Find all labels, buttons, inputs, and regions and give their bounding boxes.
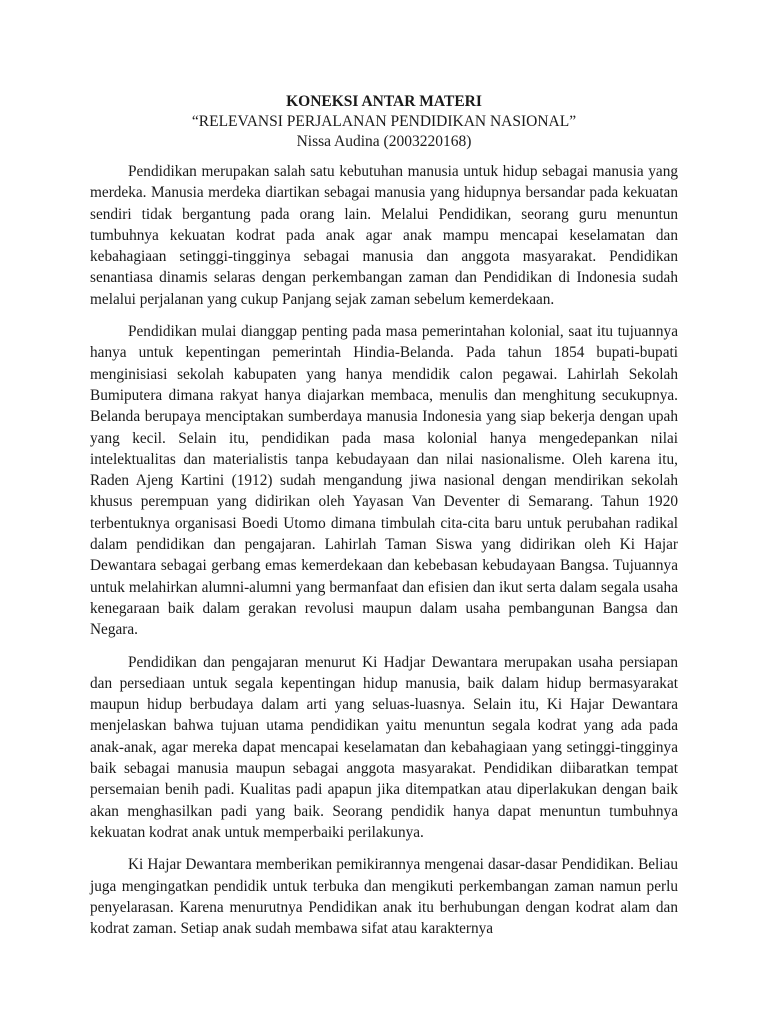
paragraph-2: Pendidikan mulai dianggap penting pada masa pemerintahan kolonial, saat itu tujuannya hanya untuk kepentingan pemerintah Hindia-Belanda. Pada tahun 1854 bupati-bupati menginisiasi sekolah kabupaten yang hanya mendidik calon pegawai. Lahirlah Sekolah Bumiputera dimana rakyat hanya diajarkan membaca, menulis dan menghitung secukupnya. Belanda berupaya menciptakan sumberdaya manusia Indonesia yang siap bekerja dengan upah yang kecil. Selain itu, pendidikan pada masa kolonial hanya mengedepankan nilai intelektualitas dan materialistis tanpa kebudayaan dan nilai nasionalisme. Oleh karena itu, Raden Ajeng Kartini (1912) sudah mengandung jiwa nasional dengan mendirikan sekolah khusus perempuan yang didirikan oleh Yayasan Van Deventer di Semarang. Tahun 1920 terbentuknya organisasi Boedi Utomo dimana timbulah cita-cita baru untuk perubahan radikal dalam pendidikan dan pengajaran. Lahirlah Taman Siswa yang didirikan oleh Ki Hajar Dewantara sebagai gerbang emas kemerdekaan dan kebebasan kebudayaan Bangsa. Tujuannya untuk melahirkan alumni-alumni yang bermanfaat dan efisien dan ikut serta dalam segala usaha kenegaraan baik dalam gerakan revolusi maupun dalam usaha pembangunan Bangsa dan Negara.: [90, 323, 678, 639]
document-author: Nissa Audina (2003220168): [296, 133, 472, 150]
paragraph-3: Pendidikan dan pengajaran menurut Ki Hadjar Dewantara merupakan usaha persiapan dan persediaan untuk segala kepentingan hidup manusia, baik dalam hidup bermasyarakat maupun hidup berbudaya dalam arti yang seluas-luasnya. Selain itu, Ki Hajar Dewantara menjelaskan bahwa tujuan utama pendidikan yaitu menuntun segala kodrat yang ada pada anak-anak, agar mereka dapat mencapai keselamatan dan kebahagiaan yang setinggi-tingginya baik sebagai manusia maupun sebagai anggota masyarakat. Pendidikan diibaratkan tempat persemaian benih padi. Kualitas padi apapun jika ditempatkan atau diperlakukan dengan baik akan menghasilkan padi yang baik. Seorang pendidik hanya dapat menuntun tumbuhnya kekuatan kodrat anak untuk memperbaiki perilakunya.: [90, 653, 678, 841]
paragraph-4: Ki Hajar Dewantara memberikan pemikirannya mengenai dasar-dasar Pendidikan. Beliau juga mengingatkan pendidik untuk terbuka dan mengikuti perkembangan zaman namun perlu penyelarasan. Karena menurutnya Pendidikan anak itu berhubungan dengan kodrat alam dan kodrat zaman. Setiap anak sudah membawa sifat atau karakternya: [90, 856, 678, 938]
document-title: KONEKSI ANTAR MATERI: [286, 93, 482, 110]
document-header: [90, 92, 678, 152]
document-body: [90, 161, 678, 950]
document-subtitle: “RELEVANSI PERJALANAN PENDIDIKAN NASIONAL”: [191, 113, 577, 130]
paragraph-1: Pendidikan merupakan salah satu kebutuhan manusia untuk hidup sebagai manusia yang merdeka. Manusia merdeka diartikan sebagai manusia yang hidupnya bersandar pada kekuatan sendiri tidak bergantung pada orang lain. Melalui Pendidikan, seorang guru menuntun tumbuhnya kekuatan kodrat pada anak agar anak mampu mencapai keselamatan dan kebahagiaan setinggi-tingginya sebagai manusia dan anggota masyarakat. Pendidikan senantiasa dinamis selaras dengan perkembangan zaman dan Pendidikan di Indonesia sudah melalui perjalanan yang cukup Panjang sejak zaman sebelum kemerdekaan.: [90, 163, 678, 308]
